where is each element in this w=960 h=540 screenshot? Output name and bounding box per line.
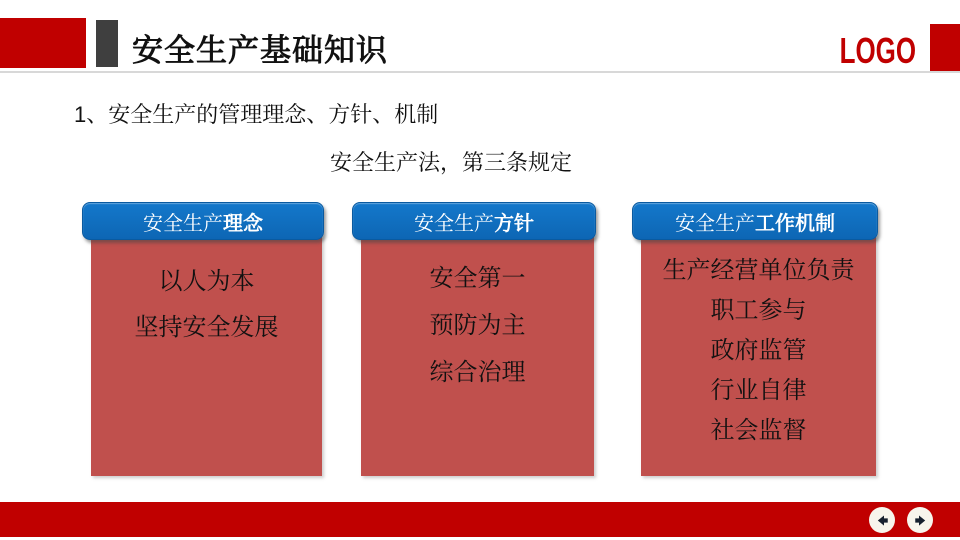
card-mechanism (632, 202, 878, 476)
card-policy-line: 综合治理 (429, 359, 526, 386)
card-concept-line: 坚持安全发展 (134, 314, 279, 341)
card-concept-line: 以人为本 (158, 268, 255, 295)
card-mechanism-line: 政府监管 (710, 337, 807, 364)
card-concept-body (91, 235, 322, 476)
law-reference-heading: 安全生产法，第三条规定 (330, 150, 573, 175)
header-red-block-right (930, 24, 960, 72)
section-heading: 1、安全生产的管理理念、方针、机制 (74, 102, 439, 127)
card-concept (82, 202, 324, 476)
header-divider (0, 71, 960, 73)
card-policy-header (352, 202, 596, 240)
card-mechanism-line: 行业自律 (710, 377, 807, 404)
left-arrow-icon (875, 513, 890, 528)
card-mechanism-line: 职工参与 (710, 297, 807, 324)
header-red-block-left (0, 18, 86, 68)
card-mechanism-header-text: 安全生产工作机制 (675, 212, 835, 235)
card-policy (352, 202, 596, 476)
card-policy-header-text: 安全生产方针 (414, 212, 534, 235)
next-slide-button[interactable] (907, 507, 933, 533)
card-policy-line: 安全第一 (429, 265, 526, 292)
card-mechanism-line: 生产经营单位负责 (662, 257, 855, 284)
title-accent-bar (96, 20, 118, 67)
card-concept-header-text: 安全生产理念 (143, 212, 263, 235)
footer-bar (0, 502, 960, 537)
card-policy-body (361, 235, 594, 476)
card-concept-header (82, 202, 324, 240)
logo: LOGO (839, 30, 916, 71)
card-policy-line: 预防为主 (429, 312, 526, 339)
prev-slide-button[interactable] (869, 507, 895, 533)
card-mechanism-line: 社会监督 (710, 417, 807, 444)
card-mechanism-header (632, 202, 878, 240)
right-arrow-icon (913, 513, 928, 528)
card-mechanism-body (641, 235, 876, 476)
page-title: 安全生产基础知识 (132, 33, 388, 68)
